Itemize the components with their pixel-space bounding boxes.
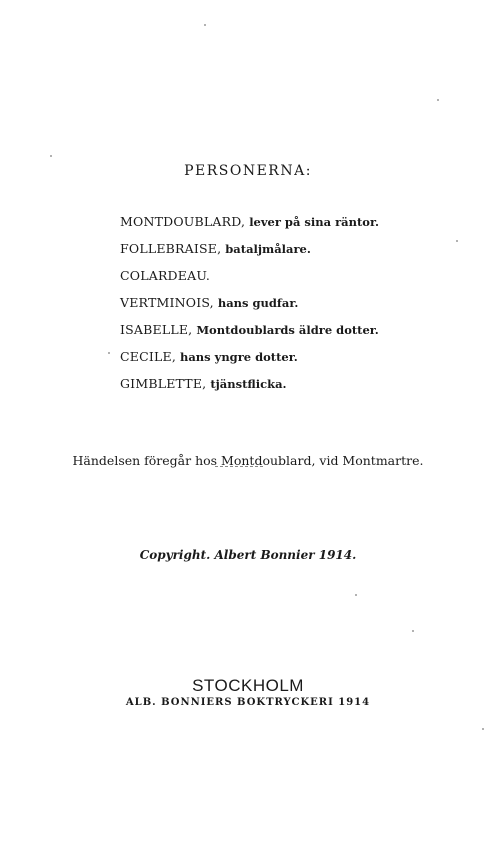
cast-item: [120, 320, 379, 347]
printer-imprint: ALB. BONNIERS BOKTRYCKERI 1914: [125, 697, 371, 708]
scan-speck: [204, 24, 206, 26]
setting-line: Händelsen föregår hos Montdoublard, vid Montmartre.: [72, 453, 424, 468]
scan-speck: [456, 240, 458, 242]
character-name: GIMBLETTE,: [120, 376, 207, 391]
character-name: VERTMINOIS,: [120, 295, 214, 310]
character-description: hans gudfar.: [217, 296, 299, 310]
cast-item: [120, 374, 379, 401]
scan-speck: [482, 728, 484, 730]
cast-item: [120, 239, 379, 266]
scan-speck: [437, 99, 439, 101]
character-description: tjänstflicka.: [210, 377, 287, 391]
character-name: MONTDOUBLARD,: [120, 214, 246, 229]
publisher-city: STOCKHOLM: [192, 676, 304, 695]
character-name: FOLLEBRAISE,: [120, 241, 222, 256]
scan-speck: [50, 155, 52, 157]
scan-speck: [412, 630, 414, 632]
cast-list: [120, 212, 379, 401]
character-name: CECILE,: [120, 349, 176, 364]
cast-item: [120, 293, 379, 320]
cast-item: [120, 212, 379, 239]
scan-speck: [108, 352, 110, 354]
character-description: hans yngre dotter.: [179, 350, 298, 364]
character-description: bataljmålare.: [225, 242, 311, 256]
cast-item: [120, 266, 379, 293]
character-name: ISABELLE,: [120, 322, 193, 337]
character-description: Montdoublards äldre dotter.: [196, 323, 379, 337]
scan-speck: [355, 594, 357, 596]
copyright-notice: Copyright. Albert Bonnier 1914.: [139, 548, 357, 562]
dramatis-personae-heading: PERSONERNA:: [184, 163, 312, 179]
character-name: COLARDEAU.: [120, 268, 211, 283]
character-description: lever på sina räntor.: [249, 215, 379, 229]
divider-rule: [215, 466, 263, 467]
cast-item: [120, 347, 379, 374]
